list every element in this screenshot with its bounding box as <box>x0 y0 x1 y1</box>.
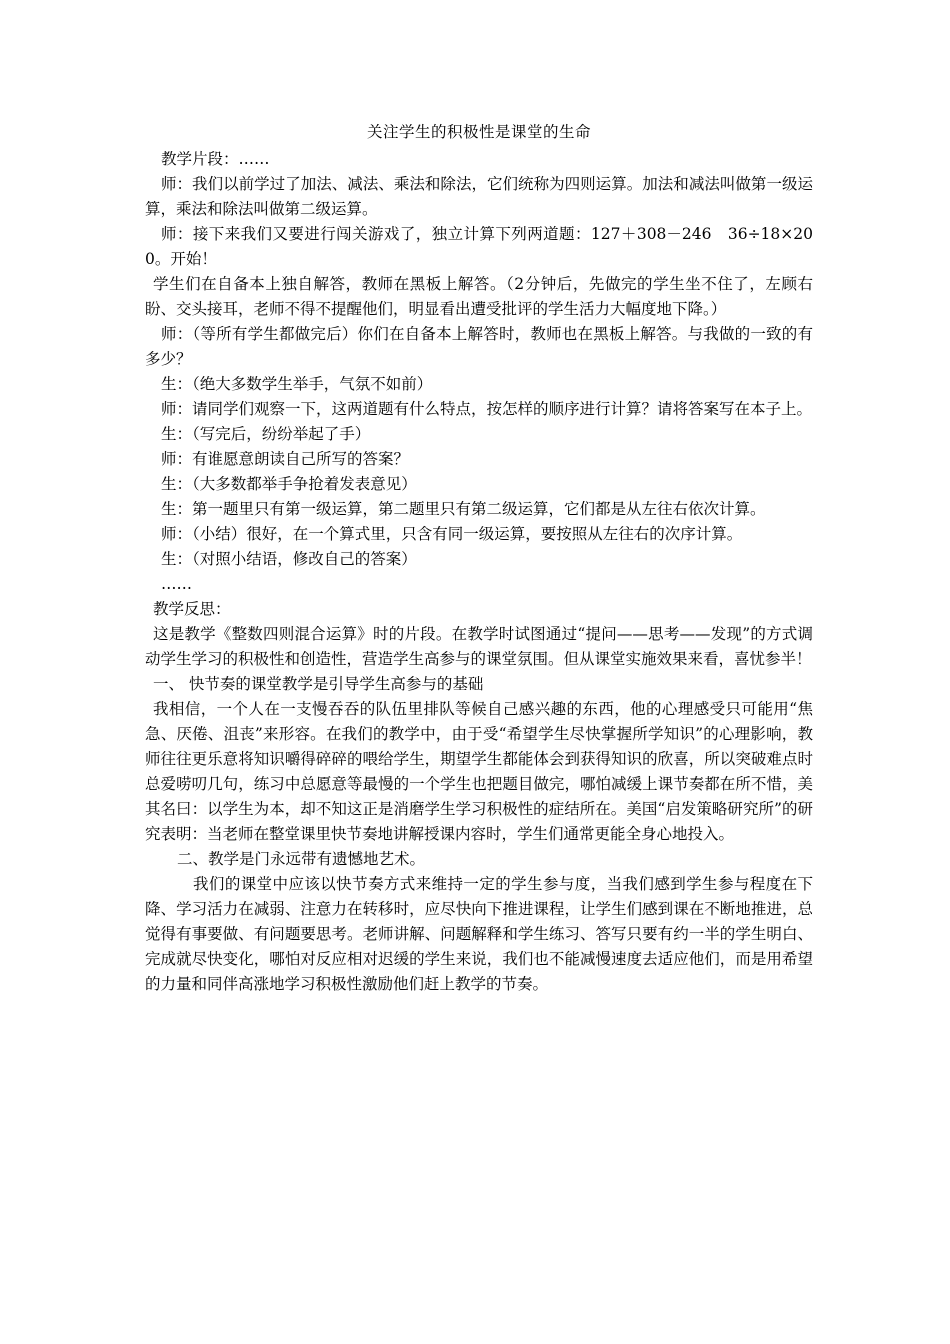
paragraph-dialogue: 生：（对照小结语，修改自己的答案） <box>161 550 417 568</box>
paragraph-dialogue: 师：请同学们观察一下，这两道题有什么特点，按怎样的顺序进行计算？请将答案写在本子上。 <box>161 400 813 418</box>
paragraph-dialogue: 师：接下来我们又要进行闯关游戏了，独立计算下列两道题：127＋308－246 36÷18×200。开始！ <box>145 225 813 268</box>
paragraph-dialogue: 生：（大多数都举手争抢着发表意见） <box>161 475 417 493</box>
paragraph-dialogue: 生：（写完后，纷纷举起了手） <box>161 425 371 443</box>
paragraph-reflection: 这是教学《整数四则混合运算》时的片段。在教学时试图通过“提问——思考——发现”的方式调动学生学习的积极性和创造性，营造学生高参与的课堂氛围。但从课堂实施效果来看，喜忧参半！ <box>145 625 813 668</box>
paragraph-dialogue: 生：第一题里只有第一级运算，第二题里只有第二级运算，它们都是从左往右依次计算。 <box>161 500 766 518</box>
paragraph-dialogue: 师：（等所有学生都做完后）你们在自备本上解答时，教师也在黑板上解答。与我做的一致的有多少？ <box>145 325 813 368</box>
paragraph-ellipsis: …… <box>161 575 192 593</box>
paragraph-teaching-excerpt: 教学片段：…… <box>161 150 270 168</box>
section-heading-1: 一、 快节奏的课堂教学是引导学生高参与的基础 <box>153 675 484 693</box>
document-title: 关注学生的积极性是课堂的生命 <box>366 123 591 141</box>
document-page <box>145 120 813 997</box>
paragraph-dialogue: 学生们在自备本上独自解答，教师在黑板上解答。（2分钟后，先做完的学生坐不住了，左顾右盼、交头接耳，老师不得不提醒他们，明显看出遭受批评的学生活力大幅度地下降。） <box>145 275 813 318</box>
paragraph-reflection-heading: 教学反思： <box>153 600 231 618</box>
paragraph-dialogue: 师：有谁愿意朗读自己所写的答案？ <box>161 450 410 468</box>
paragraph-dialogue: 生：（绝大多数学生举手，气氛不如前） <box>161 375 433 393</box>
paragraph-dialogue: 师：（小结）很好，在一个算式里，只含有同一级运算，要按照从左往右的次序计算。 <box>161 525 743 543</box>
paragraph-section-2: 我们的课堂中应该以快节奏方式来维持一定的学生参与度，当我们感到学生参与程度在下降、学习活力在减弱、注意力在转移时，应尽快向下推进课程，让学生们感到课在不断地推进，总觉得有事要做、有问题要思考。老师讲解、问题解释和学生练习、答写只要有约一半的学生明白、完成就尽快变化，哪怕对反应相对迟缓的学生来说，我们也不能减慢速度去适应他们，而是用希望的力量和同伴高涨地学习积极性激励他们赶上教学的节奏。 <box>145 875 813 993</box>
section-heading-2: 二、教学是门永远带有遗憾地艺术。 <box>177 850 426 868</box>
paragraph-dialogue: 师：我们以前学过了加法、减法、乘法和除法，它们统称为四则运算。加法和减法叫做第一级运算，乘法和除法叫做第二级运算。 <box>145 175 813 218</box>
paragraph-section-1: 我相信，一个人在一支慢吞吞的队伍里排队等候自己感兴趣的东西，他的心理感受只可能用“焦急、厌倦、沮丧”来形容。在我们的教学中，由于受“希望学生尽快掌握所学知识”的心理影响，教师往往更乐意将知识嚼得碎碎的喂给学生，期望学生都能体会到获得知识的欣喜，所以突破难点时总爱唠叨几句，练习中总愿意等最慢的一个学生也把题目做完，哪怕减缓上课节奏都在所不惜，美其名曰：以学生为本，却不知这正是消磨学生学习积极性的症结所在。美国“启发策略研究所”的研究表明：当老师在整堂课里快节奏地讲解授课内容时，学生们通常更能全身心地投入。 <box>145 700 813 843</box>
